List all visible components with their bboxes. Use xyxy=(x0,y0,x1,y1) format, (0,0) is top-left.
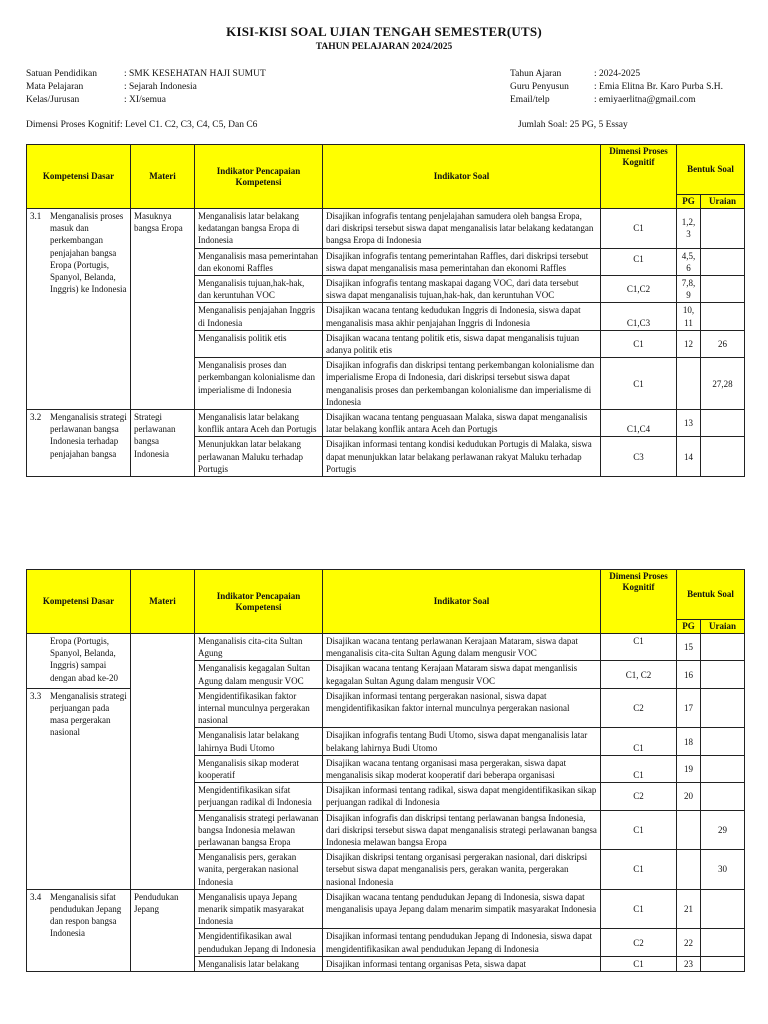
header-materi: Materi xyxy=(131,570,195,634)
meta-key: Tahun Ajaran xyxy=(510,69,562,79)
ipk-cell: Menganalisis upaya Jepang menarik simpatik masyarakat Indonesia xyxy=(195,889,323,929)
dimensi-cell: C1 xyxy=(601,810,677,850)
meta-value: : Emia Elitna Br. Karo Purba S.H. xyxy=(594,82,724,92)
soal-cell: Disajikan infografis tentang maskapai dagang VOC, dari data tersebut siswa dapat menganalisis tujuan,hak-hak, dan keruntuhan VOC xyxy=(323,276,601,303)
jumlah-soal-line: Jumlah Soal: 25 PG, 5 Essay xyxy=(518,120,628,130)
dimensi-cell: C1 xyxy=(601,248,677,275)
materi-cell: Strategi perlawanan bangsa Indonesia xyxy=(131,410,195,477)
ipk-cell: Menganalisis latar belakang kedatangan bangsa Eropa di Indonesia xyxy=(195,209,323,249)
meta-row xyxy=(26,94,266,107)
kd-text: Menganalisis sifat pendudukan Jepang dan respon bangsa Indonesia xyxy=(50,891,122,939)
soal-cell: Disajikan infografis dan diskripsi tentang perkembangan kolonialisme dan imperialisme Eropa di Indonesia, dari diskripsi tersebut siswa dapat menganalisis proses dan perkembangan kolonialisme dan imperialisme di Indonesia xyxy=(323,358,601,410)
kompetensi-dasar-cell xyxy=(27,688,131,889)
ipk-cell: Mengidentifikasikan faktor internal munculnya pergerakan nasional xyxy=(195,688,323,728)
uraian-cell: 26 xyxy=(701,330,745,357)
document-title: KISI-KISI SOAL UJIAN TENGAH SEMESTER(UTS) xyxy=(226,24,542,39)
dimensi-cell: C1,C3 xyxy=(601,303,677,330)
soal-cell: Disajikan informasi tentang kondisi kedudukan Portugis di Malaka, siswa dapat menunjukkan latar belakang perlawanan rakyat Maluku terhadap Portugis xyxy=(323,437,601,477)
dimensi-cell: C3 xyxy=(601,437,677,477)
ipk-cell: Mengidentifikasikan sifat perjuangan radikal di Indonesia xyxy=(195,783,323,810)
pg-cell: 1,2, 3 xyxy=(677,209,701,249)
ipk-cell: Mengidentifikasikan awal pendudukan Jepang di Indonesia xyxy=(195,929,323,956)
kd-text: Menganalisis proses masuk dan perkembangan penjajahan bangsa Eropa (Portugis, Spanyol, Belanda, Inggris) ke Indonesia xyxy=(50,211,127,295)
ipk-cell: Menganalisis kegagalan Sultan Agung dalam mengusir VOC xyxy=(195,661,323,688)
uraian-cell: 30 xyxy=(701,850,745,890)
dimensi-cell: C1, C2 xyxy=(601,661,677,688)
meta-left xyxy=(26,68,266,107)
dimensi-cell: C1,C4 xyxy=(601,410,677,437)
meta-value: : SMK KESEHATAN HAJI SUMUT xyxy=(124,69,266,79)
uraian-cell xyxy=(701,276,745,303)
meta-row xyxy=(26,81,266,94)
uraian-cell xyxy=(701,929,745,956)
dimensi-cell: C1 xyxy=(601,358,677,410)
header-pg: PG xyxy=(677,620,701,634)
meta-value: : emiyaerlitna@gmail.com xyxy=(594,95,696,105)
soal-cell: Disajikan wacana tentang penguasaan Malaka, siswa dapat menganalisis latar belakang konflik antara Aceh dan Portugis xyxy=(323,410,601,437)
uraian-cell xyxy=(701,248,745,275)
pg-cell: 18 xyxy=(677,728,701,755)
meta-key: Mata Pelajaran xyxy=(26,82,84,92)
kompetensi-dasar-cell xyxy=(27,410,131,477)
kd-number: 3.1 xyxy=(30,211,42,221)
soal-cell: Disajikan infografis tentang penjelajahan samudera oleh bangsa Eropa, dari diskripsi tersebut siswa dapat menganalisis latar belakang kedatangan bangsa Eropa di Indonesia xyxy=(323,209,601,249)
meta-key: Kelas/Jurusan xyxy=(26,95,80,105)
ipk-cell: Menganalisis tujuan,hak-hak, dan keruntuhan VOC xyxy=(195,276,323,303)
header-bentuk-soal: Bentuk Soal xyxy=(677,570,745,620)
table-row xyxy=(27,889,745,929)
header-pg: PG xyxy=(677,195,701,209)
header-materi: Materi xyxy=(131,145,195,209)
ipk-cell: Menganalisis latar belakang xyxy=(195,956,323,971)
dimensi-cell: C1 xyxy=(601,330,677,357)
pg-cell: 16 xyxy=(677,661,701,688)
header-uraian: Uraian xyxy=(701,195,745,209)
ipk-cell: Menganalisis proses dan perkembangan kolonialisme dan imperialisme di Indonesia xyxy=(195,358,323,410)
kd-text: Menganalisis strategi perlawanan bangsa Indonesia terhadap penjajahan bangsa xyxy=(50,412,127,459)
pg-cell: 13 xyxy=(677,410,701,437)
dimensi-cell: C1,C2 xyxy=(601,276,677,303)
table-row xyxy=(27,209,745,249)
pg-cell: 15 xyxy=(677,634,701,661)
kisi-kisi-table-page-1 xyxy=(26,144,745,477)
soal-cell: Disajikan infografis dan diskripsi tentang perlawanan bangsa Indonesia, dari diskripsi tersebut siswa dapat menganalisis strategi perlawanan bangsa Indonesia melawan bangsa Eropa xyxy=(323,810,601,850)
materi-cell: Masuknya bangsa Eropa xyxy=(131,209,195,410)
pg-cell: 12 xyxy=(677,330,701,357)
uraian-cell xyxy=(701,634,745,661)
dimensi-cell: C1 xyxy=(601,755,677,782)
meta-right xyxy=(510,68,723,107)
dimensi-cell: C2 xyxy=(601,783,677,810)
dimensi-cell: C1 xyxy=(601,850,677,890)
meta-row xyxy=(26,68,266,81)
uraian-cell: 27,28 xyxy=(701,358,745,410)
meta-row xyxy=(510,81,723,94)
uraian-cell xyxy=(701,956,745,971)
soal-cell: Disajikan informasi tentang pendudukan Jepang di Indonesia, siswa dapat mengidentifikasikan awal pendudukan Jepang di Indonesia xyxy=(323,929,601,956)
header-dimensi-proses: Dimensi Proses Kognitif xyxy=(601,570,677,634)
uraian-cell xyxy=(701,437,745,477)
soal-cell: Disajikan infografis tentang Budi Utomo, siswa dapat menganalisis latar belakang lahirnya Budi Utomo xyxy=(323,728,601,755)
uraian-cell xyxy=(701,688,745,728)
pg-cell: 20 xyxy=(677,783,701,810)
pg-cell: 14 xyxy=(677,437,701,477)
pg-cell xyxy=(677,850,701,890)
header-indikator-pencapaian: Indikator Pencapaian Kompetensi xyxy=(195,570,323,634)
header-indikator-soal: Indikator Soal xyxy=(323,570,601,634)
dimensi-cell: C2 xyxy=(601,688,677,728)
uraian-cell xyxy=(701,303,745,330)
header-indikator-soal: Indikator Soal xyxy=(323,145,601,209)
pg-cell: 4,5, 6 xyxy=(677,248,701,275)
meta-value: : Sejarah Indonesia xyxy=(124,82,197,92)
uraian-cell xyxy=(701,755,745,782)
uraian-cell xyxy=(701,728,745,755)
meta-row xyxy=(510,94,723,107)
dimensi-cell: C1 xyxy=(601,889,677,929)
meta-value: : 2024-2025 xyxy=(594,69,641,79)
ipk-cell: Menganalisis politik etis xyxy=(195,330,323,357)
document-subtitle: TAHUN PELAJARAN 2024/2025 xyxy=(315,42,453,52)
header-uraian: Uraian xyxy=(701,620,745,634)
uraian-cell xyxy=(701,783,745,810)
header-kompetensi-dasar: Kompetensi Dasar xyxy=(27,570,131,634)
meta-value: : XI/semua xyxy=(124,95,166,105)
table-row xyxy=(27,410,745,437)
table-row xyxy=(27,634,745,661)
soal-cell: Disajikan wacana tentang kedudukan Inggris di Indonesia, siswa dapat menganalisis masa akhir penjajahan Inggris di Indonesia xyxy=(323,303,601,330)
meta-key: Satuan Pendidikan xyxy=(26,69,97,79)
dimensi-cell: C1 xyxy=(601,209,677,249)
ipk-cell: Menganalisis cita-cita Sultan Agung xyxy=(195,634,323,661)
kompetensi-dasar-cell xyxy=(27,634,131,689)
kompetensi-dasar-cell xyxy=(27,209,131,410)
uraian-cell xyxy=(701,889,745,929)
pg-cell: 23 xyxy=(677,956,701,971)
ipk-cell: Menganalisis penjajahan Inggris di Indonesia xyxy=(195,303,323,330)
meta-row xyxy=(510,68,723,81)
kd-number: 3.4 xyxy=(30,891,42,902)
kisi-kisi-table-page-2 xyxy=(26,569,745,972)
soal-cell: Disajikan informasi tentang radikal, siswa dapat mengidentifikasikan sikap perjuangan radikal di Indonesia xyxy=(323,783,601,810)
dimensi-cell: C1 xyxy=(601,956,677,971)
kd-text: Menganalisis strategi perjuangan pada masa pergerakan nasional xyxy=(50,690,127,738)
materi-cell: Pendudukan Jepang xyxy=(131,889,195,971)
dimensi-cell: C1 xyxy=(601,728,677,755)
uraian-cell xyxy=(701,661,745,688)
pg-cell xyxy=(677,358,701,410)
header-bentuk-soal: Bentuk Soal xyxy=(677,145,745,195)
uraian-cell xyxy=(701,209,745,249)
ipk-cell: Menganalisis pers, gerakan wanita, pergerakan nasional Indonesia xyxy=(195,850,323,890)
kd-number: 3.3 xyxy=(30,690,42,701)
soal-cell: Disajikan informasi tentang organisas Peta, siswa dapat xyxy=(323,956,601,971)
header-kompetensi-dasar: Kompetensi Dasar xyxy=(27,145,131,209)
soal-cell: Disajikan diskripsi tentang organisasi pergerakan nasional, dari diskripsi tersebut siswa dapat menganalisis pers, gerakan wanita, pergerakan nasional Indonesia xyxy=(323,850,601,890)
soal-cell: Disajikan infografis tentang pemerintahan Raffles, dari diskripsi tersebut siswa dapat menganalisis masa pemerintahan dan ekonomi Raffles xyxy=(323,248,601,275)
kompetensi-dasar-cell xyxy=(27,889,131,971)
ipk-cell: Menunjukkan latar belakang perlawanan Maluku terhadap Portugis xyxy=(195,437,323,477)
soal-cell: Disajikan wacana tentang Kerajaan Mataram siswa dapat menganlisis kegagalan Sultan Agung dalam mengusir VOC xyxy=(323,661,601,688)
kd-number: 3.2 xyxy=(30,412,42,423)
meta-key: Email/telp xyxy=(510,95,550,105)
pg-cell: 22 xyxy=(677,929,701,956)
ipk-cell: Menganalisis latar belakang konflik antara Aceh dan Portugis xyxy=(195,410,323,437)
soal-cell: Disajikan informasi tentang pergerakan nasional, siswa dapat mengidentifikasikan faktor internal munculnya pergerakan nasional xyxy=(323,688,601,728)
materi-cell xyxy=(131,634,195,890)
dimensi-cell: C2 xyxy=(601,929,677,956)
meta-key: Guru Penyusun xyxy=(510,82,569,92)
uraian-cell: 29 xyxy=(701,810,745,850)
soal-cell: Disajikan wacana tentang organisasi masa pergerakan, siswa dapat menganalisis sikap moderat kooperatif dari beberapa organisasi xyxy=(323,755,601,782)
ipk-cell: Menganalisis latar belakang lahirnya Budi Utomo xyxy=(195,728,323,755)
ipk-cell: Menganalisis sikap moderat kooperatif xyxy=(195,755,323,782)
dimensi-cell: C1 xyxy=(601,634,677,661)
pg-cell: 17 xyxy=(677,688,701,728)
pg-cell: 10, 11 xyxy=(677,303,701,330)
ipk-cell: Menganalisis masa pemerintahan dan ekonomi Raffles xyxy=(195,248,323,275)
pg-cell: 21 xyxy=(677,889,701,929)
dimensi-kognitif-line: Dimensi Proses Kognitif: Level C1. C2, C3, C4, C5, Dan C6 xyxy=(26,120,258,130)
header-indikator-pencapaian: Indikator Pencapaian Kompetensi xyxy=(195,145,323,209)
soal-cell: Disajikan wacana tentang pendudukan Jepang di Indonesia, siswa dapat menganalisis upaya Jepang dalam menarim simpatik masyarakat Indonesia xyxy=(323,889,601,929)
pg-cell: 19 xyxy=(677,755,701,782)
pg-cell: 7,8, 9 xyxy=(677,276,701,303)
ipk-cell: Menganalisis strategi perlawanan bangsa Indonesia melawan perlawanan bangsa Eropa xyxy=(195,810,323,850)
kd-text: Eropa (Portugis, Spanyol, Belanda, Inggris) sampai dengan abad ke-20 xyxy=(50,636,118,683)
header-dimensi-proses: Dimensi Proses Kognitif xyxy=(601,145,677,209)
soal-cell: Disajikan wacana tentang perlawanan Kerajaan Mataram, siswa dapat menganalisis cita-cita Sultan Agung dalam mengusir VOC xyxy=(323,634,601,661)
uraian-cell xyxy=(701,410,745,437)
soal-cell: Disajikan wacana tentang politik etis, siswa dapat menganalisis tujuan adanya politik etis xyxy=(323,330,601,357)
pg-cell xyxy=(677,810,701,850)
